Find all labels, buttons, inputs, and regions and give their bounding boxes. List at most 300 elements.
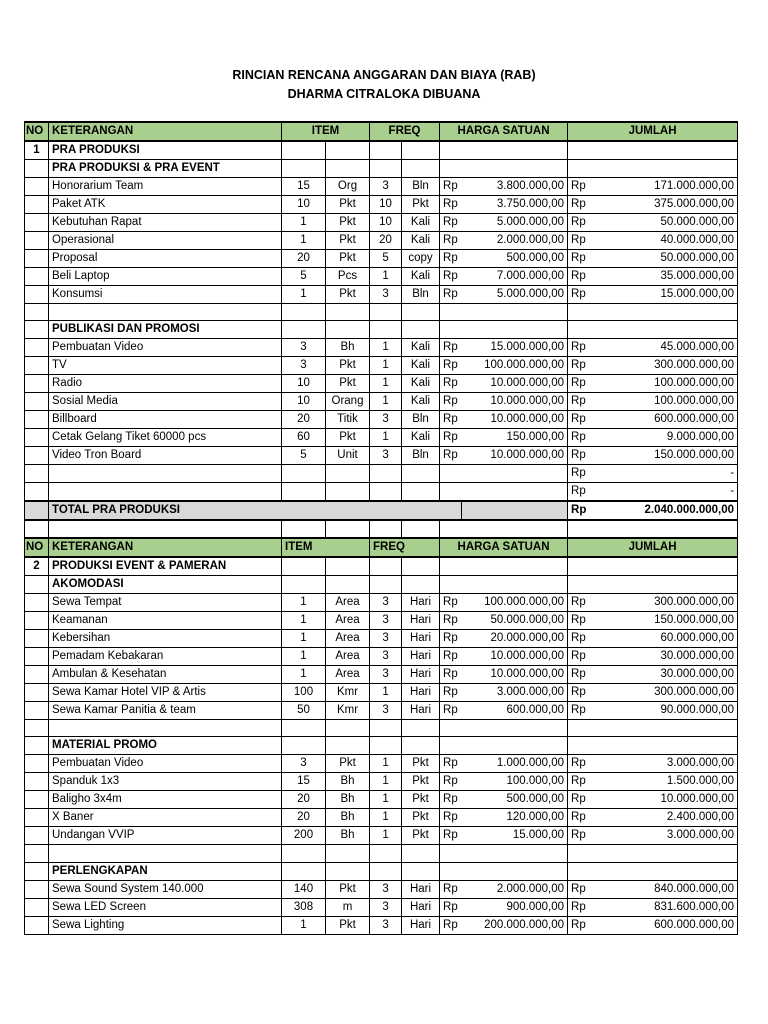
cell-item-qty: 140 [282, 880, 326, 898]
table-header [25, 538, 738, 557]
table-row [25, 411, 738, 429]
cell-freq-qty: 3 [370, 411, 402, 429]
cell-no [25, 827, 49, 845]
cell-item-unit: Unit [326, 447, 370, 465]
cell-item-unit: Org [326, 178, 370, 196]
cell-item-unit: Pcs [326, 268, 370, 286]
cell-keterangan: Kebersihan [49, 629, 282, 647]
cell-freq-qty: 3 [370, 629, 402, 647]
cell-jumlah-currency: Rp [568, 827, 602, 845]
cell-jumlah-value: 1.500.000,00 [602, 773, 738, 791]
cell-freq-qty: 10 [370, 214, 402, 232]
cell-harga-currency: Rp [440, 827, 462, 845]
cell-harga-currency: Rp [440, 429, 462, 447]
cell-item-qty [282, 520, 326, 537]
title-line-2: DHARMA CITRALOKA DIBUANA [287, 87, 481, 101]
cell-freq-qty [370, 483, 402, 502]
cell-item-qty: 60 [282, 429, 326, 447]
cell-item-unit: Orang [326, 393, 370, 411]
cell-no [25, 593, 49, 611]
cell-harga-currency [440, 160, 462, 178]
cell-freq-unit: Kali [402, 232, 440, 250]
cell-no [25, 232, 49, 250]
header-item: ITEM [282, 122, 370, 141]
cell-harga-value [462, 160, 568, 178]
cell-jumlah-currency: Rp [568, 593, 602, 611]
cell-harga-currency: Rp [440, 339, 462, 357]
cell-freq-qty: 1 [370, 827, 402, 845]
cell-freq-unit: Kali [402, 214, 440, 232]
cell-harga-value: 5.000.000,00 [462, 286, 568, 304]
table-row [25, 647, 738, 665]
cell-keterangan: PRA PRODUKSI & PRA EVENT [49, 160, 282, 178]
cell-item-unit [326, 483, 370, 502]
section-row [25, 575, 738, 593]
cell-harga-value: 10.000.000,00 [462, 393, 568, 411]
cell-item-unit [326, 737, 370, 755]
cell-jumlah-currency [568, 737, 602, 755]
cell-harga-currency: Rp [440, 268, 462, 286]
cell-no [25, 447, 49, 465]
cell-jumlah-value: 90.000.000,00 [602, 701, 738, 719]
section-row [25, 160, 738, 178]
empty-row [25, 845, 738, 862]
cell-harga-currency [440, 483, 462, 502]
cell-item-unit [326, 304, 370, 321]
cell-keterangan: Proposal [49, 250, 282, 268]
cell-jumlah-value: 100.000.000,00 [602, 375, 738, 393]
cell-keterangan: Undangan VVIP [49, 827, 282, 845]
cell-harga-value: 600.000,00 [462, 701, 568, 719]
total-label: TOTAL PRA PRODUKSI [49, 501, 462, 520]
cell-no [25, 465, 49, 483]
header-freq: FREQ [370, 538, 440, 557]
cell-harga-currency: Rp [440, 629, 462, 647]
cell-no [25, 268, 49, 286]
cell-freq-qty [370, 845, 402, 862]
cell-jumlah-currency: Rp [568, 214, 602, 232]
cell-item-qty: 20 [282, 809, 326, 827]
cell-no [25, 214, 49, 232]
table-row [25, 447, 738, 465]
cell-keterangan [49, 465, 282, 483]
cell-freq-unit [402, 483, 440, 502]
cell-freq-unit [402, 845, 440, 862]
header-no: NO [25, 122, 49, 141]
cell-no: 2 [25, 557, 49, 576]
cell-keterangan [49, 845, 282, 862]
cell-freq-unit [402, 465, 440, 483]
cell-harga-value: 10.000.000,00 [462, 447, 568, 465]
cell-freq-unit [402, 719, 440, 736]
cell-freq-unit: Kali [402, 393, 440, 411]
cell-freq-unit [402, 575, 440, 593]
cell-item-qty [282, 304, 326, 321]
cell-harga-currency: Rp [440, 250, 462, 268]
cell-freq-unit: Kali [402, 429, 440, 447]
cell-harga-value: 7.000.000,00 [462, 268, 568, 286]
cell-harga-value [462, 465, 568, 483]
cell-jumlah-currency: Rp [568, 916, 602, 934]
cell-harga-value: 150.000,00 [462, 429, 568, 447]
cell-keterangan [49, 719, 282, 736]
cell-jumlah-value [602, 862, 738, 880]
cell-freq-qty: 1 [370, 429, 402, 447]
cell-freq-qty: 20 [370, 232, 402, 250]
cell-keterangan: MATERIAL PROMO [49, 737, 282, 755]
cell-keterangan: Sewa LED Screen [49, 898, 282, 916]
cell-harga-value [462, 304, 568, 321]
cell-item-qty [282, 575, 326, 593]
cell-jumlah-currency: Rp [568, 898, 602, 916]
cell-freq-unit: Pkt [402, 827, 440, 845]
cell-harga-value: 10.000.000,00 [462, 411, 568, 429]
table-row [25, 268, 738, 286]
cell-item-unit: Area [326, 593, 370, 611]
table-row [25, 232, 738, 250]
cell-harga-value [462, 719, 568, 736]
cell-freq-unit: Hari [402, 611, 440, 629]
cell-jumlah-value: 600.000.000,00 [602, 411, 738, 429]
cell-keterangan [49, 304, 282, 321]
cell-item-unit: Pkt [326, 232, 370, 250]
cell-item-qty: 3 [282, 755, 326, 773]
cell-harga-currency [440, 719, 462, 736]
cell-jumlah-value: 171.000.000,00 [602, 178, 738, 196]
cell-item-unit: Pkt [326, 214, 370, 232]
cell-item-qty: 10 [282, 196, 326, 214]
cell-item-unit: Pkt [326, 755, 370, 773]
cell-keterangan: Ambulan & Kesehatan [49, 665, 282, 683]
table-header [25, 122, 738, 141]
total-row [25, 501, 738, 520]
header-keterangan: KETERANGAN [49, 538, 282, 557]
cell-freq-qty [370, 160, 402, 178]
cell-freq-unit: Pkt [402, 773, 440, 791]
cell-jumlah-value: 50.000.000,00 [602, 214, 738, 232]
cell-freq-unit: Hari [402, 665, 440, 683]
cell-freq-qty: 3 [370, 593, 402, 611]
cell-freq-unit: Pkt [402, 196, 440, 214]
section-row [25, 862, 738, 880]
cell-jumlah-currency: Rp [568, 629, 602, 647]
cell-keterangan: Konsumsi [49, 286, 282, 304]
cell-freq-unit: Bln [402, 178, 440, 196]
cell-freq-unit: Hari [402, 683, 440, 701]
total-currency: Rp [568, 501, 602, 520]
cell-harga-currency: Rp [440, 196, 462, 214]
cell-no [25, 611, 49, 629]
cell-jumlah-value: 831.600.000,00 [602, 898, 738, 916]
cell-jumlah-currency [568, 575, 602, 593]
cell-jumlah-value [602, 557, 738, 576]
cell-item-unit: Area [326, 647, 370, 665]
cell-freq-unit: Kali [402, 357, 440, 375]
cell-harga-value [462, 321, 568, 339]
table-row [25, 880, 738, 898]
cell-no: 1 [25, 141, 49, 160]
cell-freq-qty [370, 304, 402, 321]
cell-item-unit [326, 141, 370, 160]
cell-no [25, 773, 49, 791]
cell-no [25, 411, 49, 429]
cell-harga-value [462, 575, 568, 593]
table-row [25, 629, 738, 647]
section-row [25, 557, 738, 576]
cell-item-unit: Kmr [326, 683, 370, 701]
cell-freq-qty [370, 141, 402, 160]
cell-item-unit: Area [326, 629, 370, 647]
cell-item-qty [282, 321, 326, 339]
cell-harga-value [462, 845, 568, 862]
cell-jumlah-currency [568, 321, 602, 339]
cell-jumlah-currency: Rp [568, 232, 602, 250]
table-row [25, 250, 738, 268]
total-value: 2.040.000.000,00 [602, 501, 738, 520]
header-no: NO [25, 538, 49, 557]
cell-freq-qty: 3 [370, 898, 402, 916]
cell-no [25, 429, 49, 447]
cell-item-qty [282, 737, 326, 755]
cell-harga-currency: Rp [440, 916, 462, 934]
cell-item-unit: Bh [326, 339, 370, 357]
table-row [25, 791, 738, 809]
cell-item-qty: 1 [282, 593, 326, 611]
cell-no [25, 845, 49, 862]
cell-harga-value: 2.000.000,00 [462, 232, 568, 250]
cell-no [25, 629, 49, 647]
cell-item-qty: 5 [282, 268, 326, 286]
cell-item-unit: Pkt [326, 429, 370, 447]
cell-harga-value: 3.000.000,00 [462, 683, 568, 701]
cell-keterangan: PERLENGKAPAN [49, 862, 282, 880]
cell-freq-qty: 5 [370, 250, 402, 268]
cell-jumlah-value: 375.000.000,00 [602, 196, 738, 214]
cell-item-qty [282, 845, 326, 862]
cell-jumlah-value: 40.000.000,00 [602, 232, 738, 250]
cell-jumlah-currency: Rp [568, 429, 602, 447]
table-row [25, 429, 738, 447]
cell-freq-qty: 3 [370, 880, 402, 898]
cell-item-unit [326, 160, 370, 178]
cell-item-qty: 1 [282, 214, 326, 232]
cell-freq-qty: 3 [370, 701, 402, 719]
cell-freq-qty [370, 862, 402, 880]
cell-jumlah-value [602, 141, 738, 160]
cell-item-qty: 20 [282, 411, 326, 429]
cell-item-qty: 5 [282, 447, 326, 465]
cell-jumlah-currency: Rp [568, 791, 602, 809]
cell-no [25, 286, 49, 304]
cell-harga-currency [440, 321, 462, 339]
cell-item-unit: Pkt [326, 357, 370, 375]
cell-freq-qty [370, 575, 402, 593]
cell-freq-qty: 1 [370, 683, 402, 701]
cell-no [25, 339, 49, 357]
cell-no [25, 375, 49, 393]
cell-no [25, 304, 49, 321]
cell-no [25, 196, 49, 214]
cell-jumlah-value: - [602, 483, 738, 502]
cell-harga [462, 501, 568, 520]
cell-freq-qty [370, 520, 402, 537]
cell-freq-qty: 1 [370, 268, 402, 286]
cell-jumlah-value: 30.000.000,00 [602, 647, 738, 665]
cell-item-unit: Pkt [326, 916, 370, 934]
document-title [0, 66, 768, 104]
cell-harga-currency: Rp [440, 393, 462, 411]
cell-freq-unit: Kali [402, 375, 440, 393]
cell-jumlah-value [602, 737, 738, 755]
cell-keterangan: Sosial Media [49, 393, 282, 411]
cell-harga-value [462, 737, 568, 755]
cell-keterangan: Beli Laptop [49, 268, 282, 286]
cell-freq-unit: Hari [402, 880, 440, 898]
cell-item-qty: 15 [282, 178, 326, 196]
cell-jumlah-currency: Rp [568, 339, 602, 357]
cell-keterangan [49, 520, 282, 537]
cell-item-unit: Pkt [326, 250, 370, 268]
cell-no [25, 483, 49, 502]
cell-harga-currency: Rp [440, 286, 462, 304]
cell-jumlah-currency [568, 862, 602, 880]
cell-no [25, 393, 49, 411]
cell-jumlah-value: 300.000.000,00 [602, 593, 738, 611]
table-row [25, 178, 738, 196]
cell-item-unit: Pkt [326, 880, 370, 898]
cell-harga-value: 15.000.000,00 [462, 339, 568, 357]
cell-jumlah-currency [568, 141, 602, 160]
cell-harga-currency [440, 862, 462, 880]
cell-item-qty [282, 141, 326, 160]
cell-no [25, 755, 49, 773]
cell-item-unit [326, 465, 370, 483]
header-freq: FREQ [370, 122, 440, 141]
cell-item-qty: 1 [282, 286, 326, 304]
cell-keterangan: PRODUKSI EVENT & PAMERAN [49, 557, 282, 576]
cell-keterangan: Sewa Tempat [49, 593, 282, 611]
cell-keterangan: Pemadam Kebakaran [49, 647, 282, 665]
table-row [25, 196, 738, 214]
table-row [25, 827, 738, 845]
cell-item-unit [326, 845, 370, 862]
cell-freq-qty: 1 [370, 375, 402, 393]
cell-freq-qty: 3 [370, 665, 402, 683]
cell-freq-qty [370, 737, 402, 755]
cell-item-qty: 308 [282, 898, 326, 916]
cell-no [25, 683, 49, 701]
cell-item-qty [282, 465, 326, 483]
cell-freq-qty: 3 [370, 647, 402, 665]
cell-jumlah-value [602, 520, 738, 537]
cell-freq-unit: Bln [402, 411, 440, 429]
cell-harga-value: 500.000,00 [462, 250, 568, 268]
cell-jumlah-currency [568, 845, 602, 862]
cell-item-qty: 10 [282, 375, 326, 393]
cell-harga-value: 3.750.000,00 [462, 196, 568, 214]
cell-jumlah-currency: Rp [568, 411, 602, 429]
cell-keterangan: Keamanan [49, 611, 282, 629]
cell-jumlah-currency: Rp [568, 880, 602, 898]
cell-keterangan: Radio [49, 375, 282, 393]
cell-harga-value: 5.000.000,00 [462, 214, 568, 232]
header-jumlah: JUMLAH [568, 538, 738, 557]
cell-no [25, 737, 49, 755]
cell-jumlah-currency: Rp [568, 465, 602, 483]
cell-keterangan: Paket ATK [49, 196, 282, 214]
cell-no [25, 809, 49, 827]
section-row [25, 737, 738, 755]
cell-jumlah-value: 45.000.000,00 [602, 339, 738, 357]
cell-no [25, 501, 49, 520]
cell-no [25, 862, 49, 880]
section-row [25, 141, 738, 160]
cell-freq-unit: Hari [402, 898, 440, 916]
empty-row [25, 304, 738, 321]
cell-jumlah-currency: Rp [568, 755, 602, 773]
cell-harga-currency [440, 520, 462, 537]
cell-jumlah-value [602, 160, 738, 178]
cell-freq-unit [402, 160, 440, 178]
cell-freq-unit [402, 862, 440, 880]
cell-harga-value [462, 557, 568, 576]
header-item: ITEM [282, 538, 370, 557]
cell-jumlah-currency: Rp [568, 447, 602, 465]
cell-freq-qty: 10 [370, 196, 402, 214]
cell-keterangan: Sewa Sound System 140.000 [49, 880, 282, 898]
table-row [25, 393, 738, 411]
cell-freq-qty: 1 [370, 809, 402, 827]
cell-freq-qty: 3 [370, 286, 402, 304]
cell-jumlah-currency [568, 160, 602, 178]
cell-jumlah-currency: Rp [568, 286, 602, 304]
cell-harga-currency: Rp [440, 611, 462, 629]
cell-harga-currency: Rp [440, 178, 462, 196]
table-row [25, 357, 738, 375]
cell-item-unit: Bh [326, 791, 370, 809]
cell-freq-qty [370, 719, 402, 736]
cell-freq-unit: Kali [402, 268, 440, 286]
cell-item-unit: Pkt [326, 375, 370, 393]
cell-jumlah-currency: Rp [568, 250, 602, 268]
cell-keterangan: Baligho 3x4m [49, 791, 282, 809]
cell-item-qty: 20 [282, 250, 326, 268]
table-row [25, 214, 738, 232]
cell-item-unit: Pkt [326, 286, 370, 304]
cell-jumlah-value: 3.000.000,00 [602, 827, 738, 845]
cell-item-qty [282, 719, 326, 736]
cell-keterangan: Kebutuhan Rapat [49, 214, 282, 232]
cell-jumlah-currency: Rp [568, 196, 602, 214]
cell-item-qty: 100 [282, 683, 326, 701]
cell-freq-qty: 3 [370, 178, 402, 196]
cell-item-qty: 50 [282, 701, 326, 719]
cell-freq-unit: Pkt [402, 809, 440, 827]
cell-no [25, 647, 49, 665]
cell-jumlah-currency [568, 304, 602, 321]
cell-jumlah-currency: Rp [568, 647, 602, 665]
cell-jumlah-currency [568, 719, 602, 736]
cell-no [25, 321, 49, 339]
cell-item-qty: 3 [282, 339, 326, 357]
cell-freq-qty [370, 465, 402, 483]
cell-no [25, 357, 49, 375]
header-keterangan: KETERANGAN [49, 122, 282, 141]
cell-item-unit: Titik [326, 411, 370, 429]
cell-freq-qty [370, 557, 402, 576]
cell-harga-currency: Rp [440, 898, 462, 916]
section-row [25, 321, 738, 339]
